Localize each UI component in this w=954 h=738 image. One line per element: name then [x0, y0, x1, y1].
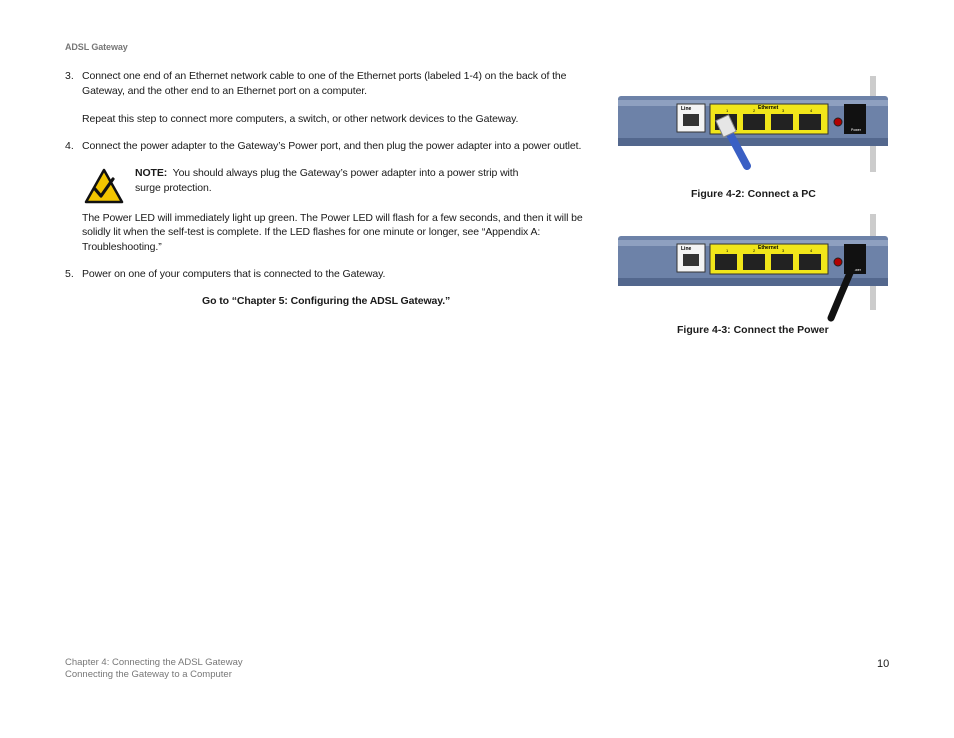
step-3-number: 3. — [65, 70, 74, 82]
warning-checkmark-icon — [84, 168, 124, 204]
step-5-text: Power on one of your computers that is connected to the Gateway. — [82, 268, 386, 280]
footer-section: Connecting the Gateway to a Computer — [65, 669, 232, 680]
footer-chapter: Chapter 4: Connecting the ADSL Gateway — [65, 657, 243, 668]
step-3-line-1: Connect one end of an Ethernet network cable to one of the Ethernet ports (labeled 1-4) on the back of the — [82, 70, 567, 82]
power-led-line-2: solidly lit when the self-test is complete. If the LED flashes for one minute or longer, see “Appendix A: — [82, 226, 541, 238]
note-text-1: You should always plug the Gateway’s power adapter into a power strip with — [172, 167, 519, 179]
port-num: 3 — [782, 248, 785, 253]
note-label: NOTE: — [135, 167, 168, 179]
line-port-label: Line — [681, 106, 692, 112]
power-led-line-1: The Power LED will immediately light up green. The Power LED will flash for a few seconds, and then it will be — [82, 212, 583, 224]
figure-4-2-caption: Figure 4-2: Connect a PC — [691, 188, 816, 200]
figure-4-3-caption: Figure 4-3: Connect the Power — [677, 324, 829, 336]
line-port-label: Line — [681, 246, 692, 252]
port-num: 1 — [726, 248, 729, 253]
port-num: 1 — [726, 108, 729, 113]
step-5-number: 5. — [65, 268, 74, 280]
step-4-text: Connect the power adapter to the Gateway’s Power port, and then plug the power adapter into a power outlet. — [82, 140, 582, 152]
goto-chapter-link[interactable]: Go to “Chapter 5: Configuring the ADSL Gateway.” — [202, 295, 451, 307]
reset-button — [834, 258, 842, 266]
note-line-2: surge protection. — [135, 182, 212, 194]
running-header: ADSL Gateway — [65, 42, 128, 52]
reset-button — [834, 118, 842, 126]
step-3-line-2: Gateway, and the other end to an Ethernet port on a computer. — [82, 85, 367, 97]
port-num: 2 — [753, 108, 756, 113]
power-port-label: Power — [851, 268, 861, 272]
page-number: 10 — [877, 658, 890, 670]
router-figure-connect-power — [615, 212, 890, 322]
port-num: 3 — [782, 108, 785, 113]
ethernet-label: Ethernet — [758, 245, 779, 251]
ethernet-label: Ethernet — [758, 105, 779, 111]
port-num: 4 — [810, 248, 813, 253]
power-led-line-3: Troubleshooting.” — [82, 241, 162, 253]
port-num: 2 — [753, 248, 756, 253]
step-4-number: 4. — [65, 140, 74, 152]
step-3-repeat: Repeat this step to connect more computers, a switch, or other network devices to the Gateway. — [82, 113, 519, 125]
power-port-label: Power — [851, 128, 861, 132]
port-num: 4 — [810, 108, 813, 113]
router-figure-connect-pc — [615, 74, 890, 174]
note-line-1 — [135, 166, 518, 181]
